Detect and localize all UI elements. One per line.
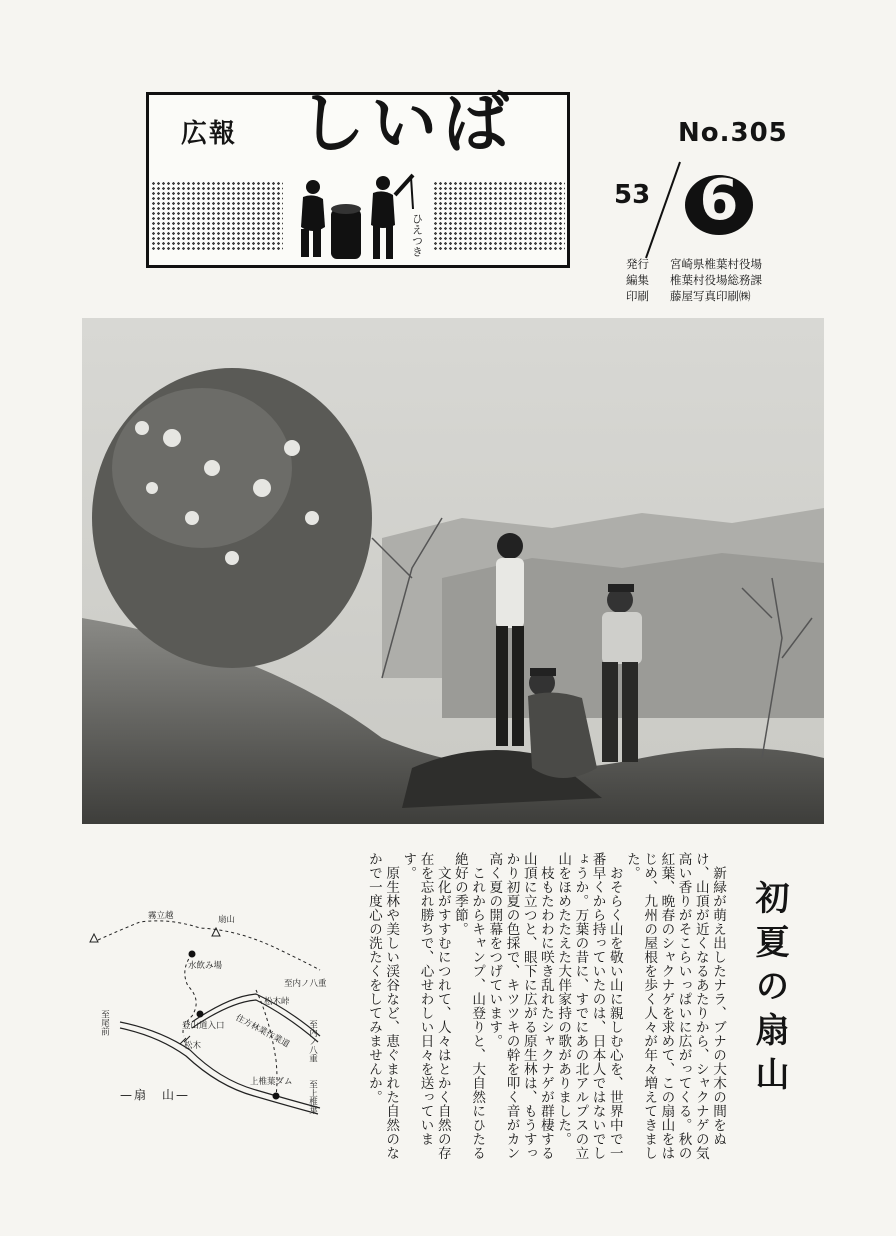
masthead: [146, 85, 570, 268]
colophon-row-editor: [626, 272, 762, 288]
route-map: [80, 910, 342, 1130]
map-label-mizunomiba: 水飲み場: [188, 961, 223, 971]
article-body: [342, 852, 726, 1172]
map-label-kamishiiba: 至上椎葉: [307, 1080, 318, 1114]
article-title: 初夏の扇山: [749, 880, 789, 1100]
map-label-uchinokoba-right: 至内ノ八重: [307, 1020, 318, 1063]
article-paragraph: 枝もたわわに咲き乱れたシャクナゲが群棲する山頂に立つと、眼下に広がる原生林は、もうすっかり初夏の色採で、キツツキの幹を叩く音がカン高く夏の開幕をつげています。: [486, 852, 554, 1160]
map-label-ogiyama: 扇山: [218, 915, 236, 925]
halftone-pattern-left: [151, 181, 283, 251]
colophon-label: 発行: [626, 257, 649, 271]
map-label-tozando: 登山道入口: [182, 1021, 225, 1031]
issue-number: No.305: [678, 118, 788, 148]
masthead-koho: 広報: [181, 119, 238, 149]
mascot-illustration: [291, 165, 431, 265]
map-label-kiritachi: 霧立越: [148, 911, 174, 921]
map-label-matsuki: 松木: [184, 1041, 202, 1051]
map-label-uchinokoba-top: 至内ノ八重: [284, 979, 327, 989]
map-label-rindo: 住方林業作業道: [233, 1013, 292, 1050]
colophon-value: 藤屋写真印刷㈱: [670, 289, 751, 303]
map-label-onomae: 至尾前: [99, 1010, 110, 1036]
colophon-row-publisher: [626, 256, 762, 272]
article-paragraph: 原生林や美しい渓谷など、恵ぐまれた自然のなかで一度心の洗たくをしてみませんか。: [365, 852, 400, 1160]
colophon: [626, 256, 762, 304]
map-caption: —扇 山—: [120, 1088, 191, 1102]
masthead-title: しいば: [299, 85, 515, 162]
article-paragraph: おそらく山を敬い山に親しむ心を、世界中で一番早くから持っていたのは、日本人ではないでしょうか。万葉の昔に、すでにあの北アルプスの立山をほめたたえた大伴家持の歌がありました。: [555, 852, 623, 1160]
colophon-row-printer: [626, 288, 762, 304]
issue-month: 6: [699, 168, 739, 233]
colophon-label: 印刷: [626, 289, 649, 303]
article-paragraph: 文化がすすむにつれて、人々はとかく自然の存在を忘れ勝ちで、心せわしい日々を送っています。: [400, 852, 451, 1160]
colophon-value: 宮崎県椎葉村役場: [670, 257, 762, 271]
issue-year: 53: [614, 180, 651, 210]
article-paragraph: これからキャンプ、山登りと、大自然にひたる絶好の季節。: [451, 852, 486, 1160]
colophon-value: 椎葉村役場総務課: [670, 273, 762, 287]
issue-slash: [640, 160, 688, 260]
article-paragraph: 新緑が萌え出したナラ、ブナの大木の間をぬけ、山頂が近くなるあたりから、シャクナゲの気高い香りがそこらいっぱいに広がってくる。秋の紅葉、晩春のシャクナゲを求めて、この扇山をはじめ、九州の屋根を歩く人々が年々増えてきました。: [623, 852, 726, 1160]
cover-photo: [82, 318, 824, 824]
halftone-pattern-right: [433, 181, 565, 251]
colophon-label: 編集: [626, 273, 649, 287]
mascot-caption: ひえつき: [410, 213, 424, 257]
map-label-matsukitoge: 松木峠: [264, 997, 290, 1007]
map-label-dam: 上椎葉ダム: [250, 1077, 293, 1087]
